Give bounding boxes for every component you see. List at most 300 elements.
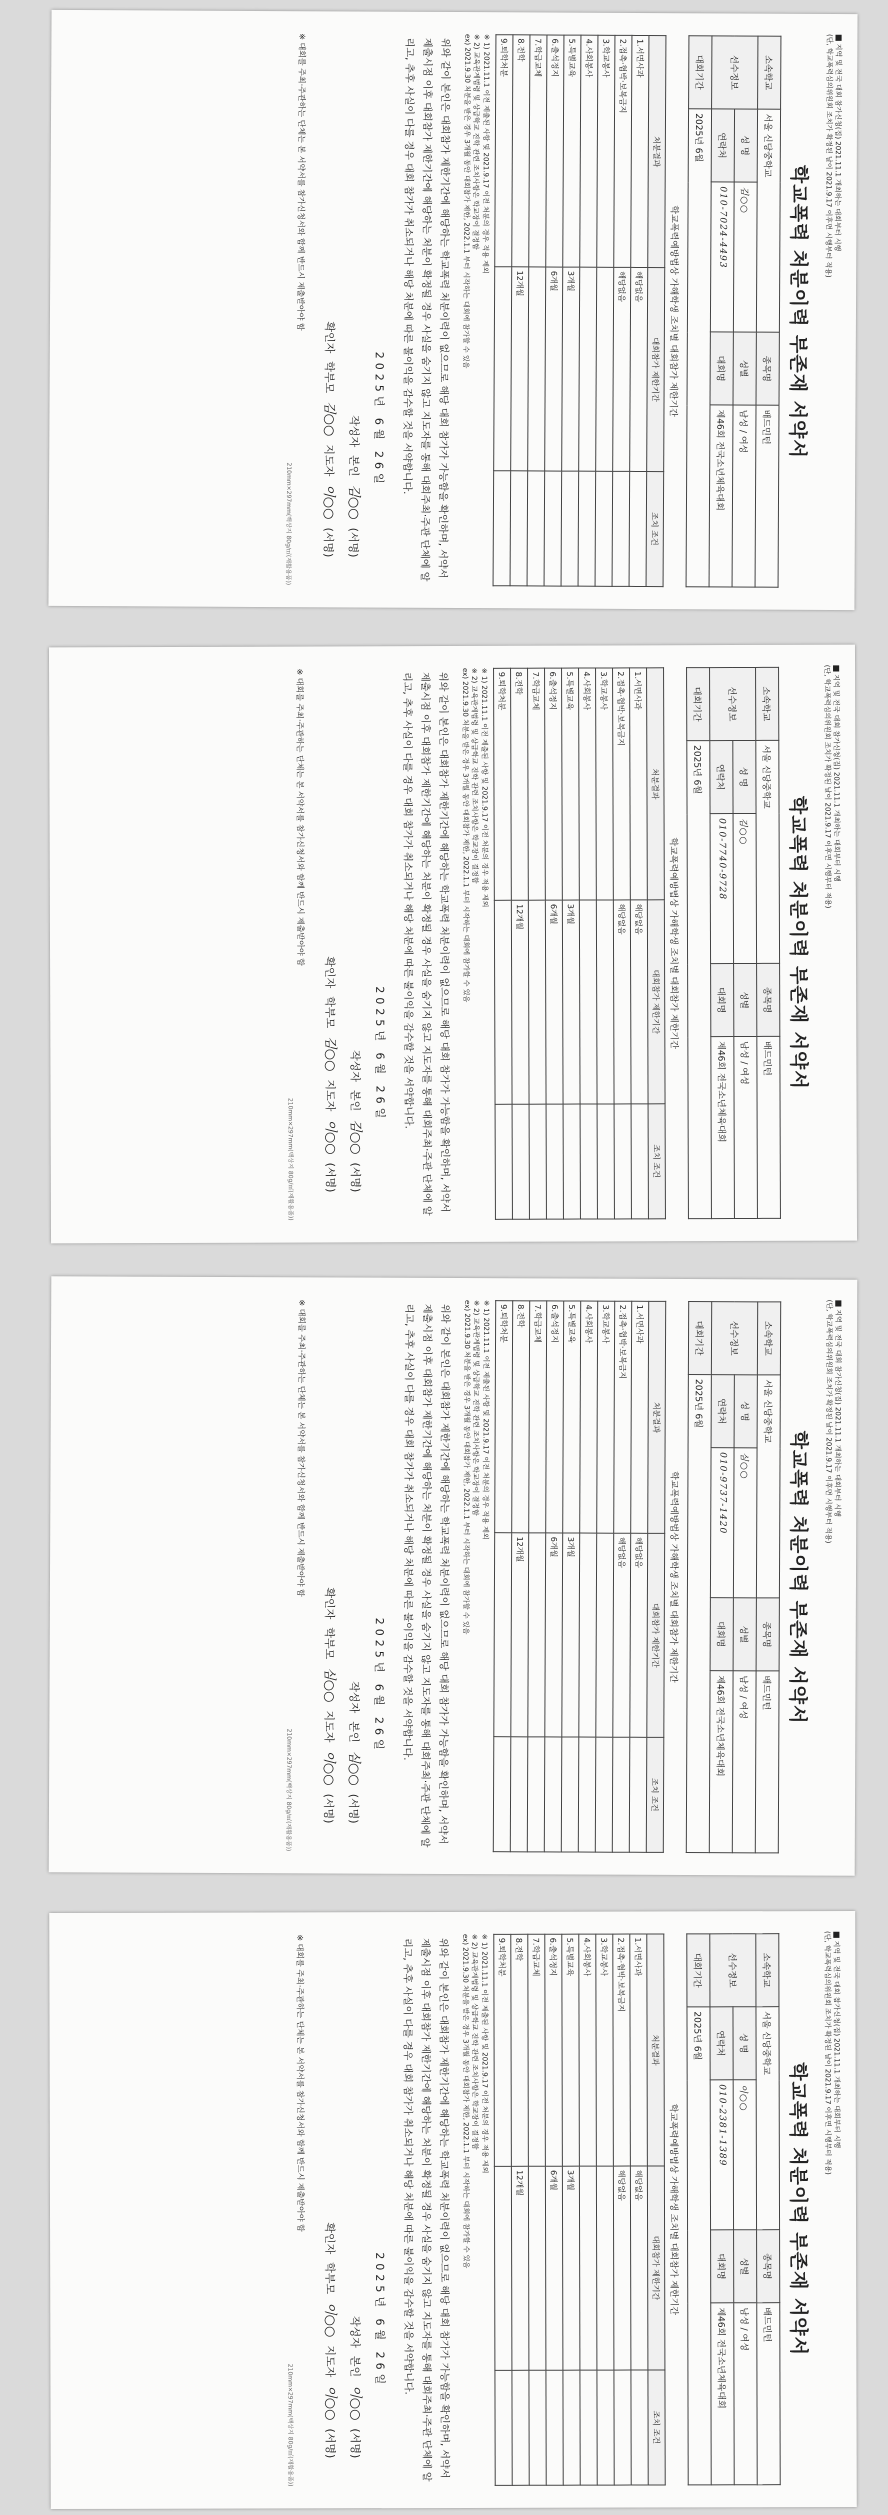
measure-cond xyxy=(544,1737,562,1852)
sign-suffix: (서명) xyxy=(322,1793,336,1824)
pledge-sheet xyxy=(49,1276,858,1876)
date-line xyxy=(371,22,389,488)
label-gender: 성별 xyxy=(733,964,756,1037)
measure-name: 7.학급교체 xyxy=(527,1934,545,2166)
measure-name: 6.출석정지 xyxy=(545,35,563,267)
measure-restrict: 해당없음 xyxy=(630,2166,648,2369)
player-info-table xyxy=(686,1933,780,2485)
date-day: 26일 xyxy=(372,1717,386,1754)
measure-restrict xyxy=(527,1533,545,1736)
measure-restrict xyxy=(578,1533,596,1736)
measure-restrict xyxy=(578,267,596,470)
measure-cond xyxy=(613,2370,630,2485)
measures-caption: 학교폭력예방법상 가해학생 조치별 대회참가 제한기간 xyxy=(666,205,679,417)
measure-cond xyxy=(614,1104,631,1219)
measure-row xyxy=(578,668,597,1219)
label-name: 성 명 xyxy=(732,2007,755,2080)
role-self: 본인 xyxy=(348,2355,362,2378)
measure-restrict: 12개월 xyxy=(510,1533,528,1736)
label-period: 대회기간 xyxy=(686,1934,709,2007)
date-month: 6월 xyxy=(373,1052,387,1079)
label-school: 소속학교 xyxy=(757,1302,780,1375)
date-line xyxy=(371,656,389,1122)
measure-name: 2.접촉·협박·보복금지 xyxy=(613,35,631,267)
coach-signature: 이○○ xyxy=(321,484,337,520)
note-example: ex) 2021.9.30 처분을 받은 경우 3개월 동안 대회참가 제한, 2022.1.1 부터 시작하는 대회에 참가할 수 있음 xyxy=(461,1300,471,1635)
footer-note: ※ 대회를 주최·주관하는 단체는 본 서약서를 참가신청서와 함께 반드시 제출받아야 함 xyxy=(295,1934,306,2232)
school-value: 서울 신당중학교 xyxy=(756,109,780,332)
note-2: ※ 2) 교육관계법령 및 상급학교 진학 관련 조치사항은 학교장이 결정함 xyxy=(471,34,481,250)
sign-suffix: (서명) xyxy=(348,2428,362,2459)
player-info-table xyxy=(686,667,781,1219)
measure-row xyxy=(595,1301,614,1852)
role-coach: 지도자 xyxy=(323,2345,337,2378)
measure-row xyxy=(578,1301,597,1852)
role-coach: 지도자 xyxy=(323,1079,337,1112)
form-title: 학교폭력 처분이력 부존재 서약서 xyxy=(785,164,810,459)
note-example: ex) 2021.9.30 처분을 받은 경우 3개월 동안 대회참가 제한, 2022.1.1 부터 시작하는 대회에 참가할 수 있음 xyxy=(460,667,470,1003)
measure-cond xyxy=(578,471,596,586)
gender-value: 남성 / 여성 xyxy=(733,2303,756,2485)
tournament-value: 제46회 전국소년체육대회 xyxy=(710,1037,734,1219)
measure-restrict: 6개월 xyxy=(544,1533,562,1736)
label-school: 소속학교 xyxy=(757,36,780,109)
parent-signature: 심○○ xyxy=(321,1667,337,1703)
measure-name: 8.전학 xyxy=(511,35,529,267)
measure-cond xyxy=(529,1104,546,1219)
measure-restrict: 해당없음 xyxy=(613,2166,631,2369)
player-info-table xyxy=(685,1301,780,1853)
measure-row xyxy=(629,1301,648,1852)
label-name: 성 명 xyxy=(734,1375,757,1448)
confirm-label: 확인자 xyxy=(323,956,337,989)
parent-signature: 이○○ xyxy=(322,2302,338,2338)
measure-row xyxy=(629,1934,647,2485)
role-parent: 학부모 xyxy=(323,2262,337,2295)
measure-name: 8.전학 xyxy=(510,668,528,900)
gender-value: 남성 / 여성 xyxy=(733,1037,757,1219)
measure-cond xyxy=(510,470,528,585)
measure-restrict: 해당없음 xyxy=(629,268,647,471)
measure-restrict: 해당없음 xyxy=(613,900,631,1103)
notes xyxy=(459,1934,489,2486)
name-value: 김○○ xyxy=(733,813,757,963)
note-1: ※ 1) 2021.11.1 이전 제출된 사항 및 2021.9.17 이전 처분의 경우 적용 제외 xyxy=(479,1933,489,2174)
note-2: ※ 2) 교육관계법령 및 상급학교 진학 관련 조치사항은 학교장이 결정함 xyxy=(470,1933,479,2150)
measure-cond xyxy=(546,1104,563,1219)
measures-caption: 학교폭력예방법상 가해학생 조치별 대회참가 제한기간 xyxy=(667,1471,678,1683)
measure-cond xyxy=(578,1737,596,1852)
measure-restrict: 해당없음 xyxy=(630,900,648,1103)
measures-table xyxy=(492,1300,665,1853)
header-rule-text: 지역 및 전국 대회 참가신청(집) 2021.11.1 개최하는 대회부터 시행 xyxy=(833,43,843,252)
measure-name: 2.접촉·협박·보복금지 xyxy=(612,1934,630,2166)
note-1: ※ 1) 2021.11.1 이전 제출된 사항 및 2021.9.17 이전 처분의 경우 적용 제외 xyxy=(479,667,489,908)
label-tournament: 대회명 xyxy=(710,332,733,405)
period-value: 2025년 6월 xyxy=(686,741,711,1219)
label-tournament: 대회명 xyxy=(710,1598,733,1671)
school-value: 서울 신당중학교 xyxy=(756,1375,780,1598)
measure-name: 3.학교봉사 xyxy=(595,1934,613,2166)
measure-name: 4.사회봉사 xyxy=(578,1934,596,2166)
measure-name: 5.특별교육 xyxy=(562,35,580,267)
label-contact: 연락처 xyxy=(709,741,732,814)
measure-row xyxy=(544,1934,562,2485)
measure-name: 2.접촉·협박·보복금지 xyxy=(612,668,630,900)
col-cond: 조치 조건 xyxy=(647,2370,664,2485)
note-1: ※ 1) 2021.11.1 이전 제출된 사항 및 2021.9.17 이전 처분의 경우 적용 제외 xyxy=(480,34,490,274)
measure-row xyxy=(561,1301,580,1852)
label-period: 대회기간 xyxy=(688,1302,711,1375)
role-parent: 학부모 xyxy=(322,361,336,394)
confirm-line xyxy=(321,1287,342,1823)
pledge-form xyxy=(58,20,847,600)
measure-row xyxy=(544,1301,563,1852)
measure-restrict: 6개월 xyxy=(545,2167,563,2370)
measure-restrict: 12개월 xyxy=(511,901,529,1104)
measure-row xyxy=(510,1934,528,2485)
measure-cond xyxy=(494,2370,511,2485)
sign-line xyxy=(346,1922,366,2458)
measure-name: 5.특별교육 xyxy=(561,1934,579,2166)
form-title: 학교폭력 처분이력 부존재 서약서 xyxy=(785,1430,810,1725)
header-rule-sub: (단, 학교폭력심의위원회 조치가 확정된 날이 2021.9.17 이후면 시행부터 적용) xyxy=(822,1931,832,2175)
role-self: 본인 xyxy=(347,1721,361,1743)
date-day: 26일 xyxy=(373,2351,387,2389)
measure-name: 8.전학 xyxy=(511,1301,529,1533)
col-measure: 처분결과 xyxy=(646,668,664,900)
measure-name: 6.출석정지 xyxy=(544,1934,562,2166)
measure-restrict xyxy=(595,1533,613,1736)
header-rule-sub: (단, 학교폭력심의위원회 조치가 확정된 날이 2021.9.17 이후면 시행부터 적용) xyxy=(822,664,832,909)
confirm-line xyxy=(321,656,342,1192)
measure-row xyxy=(612,1301,631,1852)
measure-restrict xyxy=(493,267,511,470)
role-coach: 지도자 xyxy=(322,444,336,477)
measure-name: 2.접촉·협박·보복금지 xyxy=(613,1301,631,1533)
date-day: 26일 xyxy=(372,450,386,488)
col-restrict: 대회참가 제한기간 xyxy=(646,1534,664,1737)
pledge-sheet xyxy=(49,1911,857,2509)
gender-value: 남성 / 여성 xyxy=(732,405,756,587)
label-player: 선수정보 xyxy=(709,667,755,740)
paper-size: 210mm×297mm(백상지 80g/㎡(재활용품)) xyxy=(284,462,293,586)
footer-note: ※ 대회를 주최·주관하는 단체는 본 서약서를 참가신청서와 함께 반드시 제출받아야 함 xyxy=(296,33,307,331)
school-value: 서울 신당중학교 xyxy=(755,740,779,963)
name-value: 심○○ xyxy=(733,1448,757,1598)
label-player: 선수정보 xyxy=(709,1934,755,2007)
measure-restrict: 6개월 xyxy=(545,900,563,1103)
col-cond: 조치 조건 xyxy=(646,471,664,586)
measure-restrict xyxy=(493,1533,511,1736)
note-example: ex) 2021.9.30 처분을 받은 경우 3개월 동안 대회참가 제한, 2022.1.1 부터 시작하는 대회에 참가할 수 있음 xyxy=(461,34,472,369)
measure-row xyxy=(510,1301,529,1852)
measure-name: 7.학급교체 xyxy=(528,35,546,267)
sign-suffix: (서명) xyxy=(347,1793,361,1824)
measure-cond xyxy=(612,1737,630,1852)
measure-cond xyxy=(495,1104,512,1219)
measure-row xyxy=(595,1934,613,2485)
measure-cond xyxy=(527,1736,545,1851)
measure-cond xyxy=(595,471,613,586)
measure-name: 3.학교봉사 xyxy=(595,668,613,900)
col-measure: 처분결과 xyxy=(647,1301,665,1533)
period-value: 2025년 6월 xyxy=(686,2007,710,2485)
self-signature: 김○○ xyxy=(346,484,362,520)
measure-name: 9.퇴학처분 xyxy=(494,35,512,267)
measure-restrict xyxy=(579,900,597,1103)
col-measure: 처분결과 xyxy=(646,1934,664,2166)
measure-cond xyxy=(545,2370,562,2485)
col-cond: 조치 조건 xyxy=(648,1103,665,1218)
measure-cond xyxy=(580,1104,597,1219)
label-school: 소속학교 xyxy=(755,667,778,740)
measure-name: 5.특별교육 xyxy=(561,668,579,900)
sign-suffix: (서명) xyxy=(323,1162,338,1193)
measure-row xyxy=(493,35,513,586)
name-value: 이○○ xyxy=(733,2080,756,2230)
label-gender: 성별 xyxy=(733,2230,756,2303)
label-event: 종목명 xyxy=(756,1598,779,1671)
measure-restrict xyxy=(527,267,545,470)
measure-name: 1.서면사과 xyxy=(630,35,648,267)
label-event: 종목명 xyxy=(756,964,779,1037)
measure-restrict: 3개월 xyxy=(561,267,579,470)
measure-restrict: 해당없음 xyxy=(612,1534,630,1737)
notes xyxy=(459,34,490,586)
name-value: 김○○ xyxy=(733,182,757,332)
pledge-form xyxy=(59,1921,847,2499)
label-contact: 연락처 xyxy=(711,1375,734,1448)
label-player: 선수정보 xyxy=(711,36,757,109)
role-parent: 학부모 xyxy=(322,1627,336,1660)
label-contact: 연락처 xyxy=(711,109,734,182)
measures-table xyxy=(492,34,666,587)
coach-signature: 이○○ xyxy=(322,2385,338,2421)
sign-line xyxy=(346,656,367,1192)
measure-cond xyxy=(579,2370,596,2485)
measure-cond xyxy=(631,1103,648,1218)
measure-row xyxy=(527,35,547,586)
measure-restrict: 3개월 xyxy=(561,1533,579,1736)
measure-name: 1.서면사과 xyxy=(629,668,647,900)
header-rule-text: 지역 및 전국 대회 참가신청(집) 2021.11.1 개최하는 대회부터 시행 xyxy=(833,1309,843,1517)
header-rule-text: 지역 및 전국 대회 참가신청(집) 2021.11.1 개최하는 대회부터 시행 xyxy=(832,674,841,882)
measure-cond xyxy=(561,471,579,586)
sign-suffix: (서명) xyxy=(321,527,336,558)
measures-table xyxy=(493,1933,665,2485)
header-rule: ■지역 및 전국 대회 참가신청(집) 2021.11.1 개최하는 대회부터 시행 (단, 학교폭력심의위원회 조치가 확정된 날이 2021.9.17 이후면 시행부터 적용) xyxy=(822,664,842,909)
sign-label: 작성자 xyxy=(347,1681,361,1714)
role-coach: 지도자 xyxy=(322,1710,336,1743)
measure-cond xyxy=(563,1104,580,1219)
pledge-form xyxy=(59,1286,848,1865)
measure-cond xyxy=(595,1737,613,1852)
measure-row xyxy=(544,668,563,1219)
col-restrict: 대회참가 제한기간 xyxy=(647,2166,665,2369)
measure-restrict: 12개월 xyxy=(510,267,528,470)
period-value: 2025년 6월 xyxy=(686,1375,711,1853)
measure-row xyxy=(578,1934,596,2485)
form-title: 학교폭력 처분이력 부존재 서약서 xyxy=(786,2062,809,2357)
measure-restrict xyxy=(528,901,546,1104)
measure-cond xyxy=(562,2370,579,2485)
measure-cond xyxy=(510,1736,528,1851)
measure-restrict: 12개월 xyxy=(511,2167,529,2370)
measure-row xyxy=(493,668,512,1219)
measure-cond xyxy=(511,2370,528,2485)
label-contact: 연락처 xyxy=(709,2007,732,2080)
paper-size: 210mm×297mm(백상지 80g/㎡(재활용품)) xyxy=(286,2363,294,2487)
measure-row xyxy=(561,668,580,1219)
footer-note: ※ 대회를 주최·주관하는 단체는 본 서약서를 참가신청서와 함께 반드시 제출받아야 함 xyxy=(296,1299,307,1597)
measure-restrict: 해당없음 xyxy=(612,268,630,471)
measure-cond xyxy=(493,1736,511,1851)
measure-cond xyxy=(629,1737,647,1852)
sign-suffix: (서명) xyxy=(348,1162,363,1193)
coach-signature: 이○○ xyxy=(321,1750,337,1786)
measure-row xyxy=(527,1301,546,1852)
measure-name: 9.퇴학처분 xyxy=(493,668,511,900)
measure-name: 4.사회봉사 xyxy=(578,668,596,900)
label-tournament: 대회명 xyxy=(710,964,733,1037)
measure-name: 7.학급교체 xyxy=(528,1301,546,1533)
event-value: 배드민턴 xyxy=(756,1037,780,1219)
self-signature: 심○○ xyxy=(346,1750,362,1786)
measure-cond xyxy=(597,1104,614,1219)
sign-label: 작성자 xyxy=(348,1050,362,1083)
label-name: 성 명 xyxy=(734,109,757,182)
date-year: 2025년 xyxy=(373,2252,387,2311)
header-rule-text: 지역 및 전국 대회 참가신청(집) 2021.11.1 개최하는 대회부터 시행 xyxy=(832,1940,841,2149)
measure-name: 6.출석정지 xyxy=(544,668,562,900)
tournament-value: 제46회 전국소년체육대회 xyxy=(709,405,733,587)
pledge-text: 위와 같이 본인은 대회참가 제한기간에 해당하는 학교폭력 처분이력이 없으므로 해당 대회 참가가 가능함을 확인하며, 서약서 제출시점 이후 대회참가 제한기간에 해당하는 처분이 확정될 경우 사실을 숨기지 않고 지도자를 통해 대회주최·주관 단체에 알리고, 추후 사실이 다를 경우 대회 참가가 취소되거나 해당 처분에 따른 불이익을 감수할 것을 서약합니다. xyxy=(401,1938,450,2482)
pledge-sheet xyxy=(49,645,857,1244)
measure-restrict xyxy=(596,900,614,1103)
measure-name: 1.서면사과 xyxy=(629,1934,647,2166)
label-period: 대회기간 xyxy=(686,668,709,741)
school-value: 서울 신당중학교 xyxy=(755,2007,779,2230)
form-title: 학교폭력 처분이력 부존재 서약서 xyxy=(786,795,810,1090)
role-self: 본인 xyxy=(348,1089,362,1112)
event-value: 배드민턴 xyxy=(756,2303,779,2485)
date-month: 6월 xyxy=(372,1683,386,1710)
header-rule-sub: (단, 학교폭력심의위원회 조치가 확정된 날이 2021.9.17 이후면 시행부터 적용) xyxy=(823,33,834,278)
label-event: 종목명 xyxy=(756,2230,779,2303)
measure-restrict: 3개월 xyxy=(562,2166,580,2369)
measures-table xyxy=(493,667,666,1220)
note-1: ※ 1) 2021.11.1 이전 제출된 사항 및 2021.9.17 이전 처분의 경우 적용 제외 xyxy=(480,1300,490,1540)
measure-restrict xyxy=(528,2167,546,2370)
label-gender: 성별 xyxy=(733,1598,756,1671)
measure-name: 7.학급교체 xyxy=(527,668,545,900)
measure-row xyxy=(493,1934,511,2485)
pledge-text: 위와 같이 본인은 대회참가 제한기간에 해당하는 학교폭력 처분이력이 없으므로 해당 대회 참가가 가능함을 확인하며, 서약서 제출시점 이후 대회참가 제한기간에 해당하는 처분이 확정될 경우 사실을 숨기지 않고 지도자를 통해 대회주최·주관 단체에 알리고, 추후 사실이 다를 경우 대회 참가가 취소되거나 해당 처분에 따른 불이익을 감수할 것을 서약합니다. xyxy=(401,37,451,582)
footer-note: ※ 대회를 주최·주관하는 단체는 본 서약서를 참가신청서와 함께 반드시 제출받아야 함 xyxy=(295,668,306,966)
gender-value: 남성 / 여성 xyxy=(732,1671,756,1853)
contact-value: 010-7024-4493 xyxy=(710,182,734,332)
measure-cond xyxy=(527,471,545,586)
measure-restrict: 6개월 xyxy=(544,267,562,470)
measures-caption: 학교폭력예방법상 가해학생 조치별 대회참가 제한기간 xyxy=(667,2103,678,2316)
measure-name: 6.출석정지 xyxy=(545,1301,563,1533)
measure-row xyxy=(612,1934,630,2485)
sign-line xyxy=(346,21,368,557)
measure-name: 3.학교봉사 xyxy=(596,1301,614,1533)
label-tournament: 대회명 xyxy=(710,2230,733,2303)
header-rule: ■지역 및 전국 대회 참가신청(집) 2021.11.1 개최하는 대회부터 시행 (단, 학교폭력심의위원회 조치가 확정된 날이 2021.9.17 이후면 시행부터 적용) xyxy=(823,1299,844,1544)
role-parent: 학부모 xyxy=(323,996,337,1029)
period-value: 2025년 6월 xyxy=(686,109,712,587)
note-2: ※ 2) 교육관계법령 및 상급학교 진학 관련 조치사항은 학교장이 결정함 xyxy=(470,667,479,884)
measure-row xyxy=(595,668,614,1219)
event-value: 배드민턴 xyxy=(755,1671,779,1853)
measure-name: 5.특별교육 xyxy=(562,1301,580,1533)
measure-row xyxy=(629,35,649,586)
measure-cond xyxy=(629,471,647,586)
confirm-line xyxy=(321,21,343,557)
label-player: 선수정보 xyxy=(711,1302,757,1375)
measure-restrict xyxy=(595,268,613,471)
date-month: 6월 xyxy=(372,417,386,444)
measure-row xyxy=(595,35,615,586)
date-line xyxy=(371,1288,389,1754)
measure-row xyxy=(510,668,529,1219)
date-month: 6월 xyxy=(373,2318,387,2345)
event-value: 배드민턴 xyxy=(755,405,779,587)
sign-label: 작성자 xyxy=(348,2315,362,2348)
measure-name: 8.전학 xyxy=(510,1934,528,2166)
measure-cond xyxy=(630,2370,647,2485)
measure-cond xyxy=(493,470,511,585)
pledge-text: 위와 같이 본인은 대회참가 제한기간에 해당하는 학교폭력 처분이력이 없으므로 해당 대회 참가가 가능함을 확인하며, 서약서 제출시점 이후 대회참가 제한기간에 해당하는 처분이 확정될 경우 사실을 숨기지 않고 지도자를 통해 대회주최·주관 단체에 알리고, 추후 사실이 다를 경우 대회 참가가 취소되거나 해당 처분에 따른 불이익을 감수할 것을 서약합니다. xyxy=(401,672,451,1216)
measure-row xyxy=(544,35,564,586)
pledge-sheet xyxy=(48,10,857,610)
date-year: 2025년 xyxy=(372,351,386,411)
measures-caption: 학교폭력예방법상 가해학생 조치별 대회참가 제한기간 xyxy=(667,837,678,1049)
col-restrict: 대회참가 제한기간 xyxy=(647,900,665,1103)
col-measure: 처분결과 xyxy=(647,36,665,268)
measure-name: 4.사회봉사 xyxy=(579,1301,597,1533)
label-name: 성 명 xyxy=(732,740,755,813)
col-restrict: 대회참가 제한기간 xyxy=(646,268,664,471)
measure-row xyxy=(578,35,598,586)
confirm-label: 확인자 xyxy=(323,2222,337,2255)
measure-row xyxy=(493,1301,512,1852)
note-example: ex) 2021.9.30 처분을 받은 경우 3개월 동안 대회참가 제한, 2022.1.1 부터 시작하는 대회에 참가할 수 있음 xyxy=(460,1933,470,2269)
sign-label: 작성자 xyxy=(347,415,361,448)
tournament-value: 제46회 전국소년체육대회 xyxy=(710,2303,733,2485)
measure-name: 4.사회봉사 xyxy=(579,35,597,267)
measure-cond xyxy=(612,471,630,586)
paper-size: 210mm×297mm(백상지 80g/㎡(재활용품)) xyxy=(285,1728,293,1852)
contact-value: 010-7740-9728 xyxy=(710,814,734,964)
measure-cond xyxy=(528,2370,545,2485)
measure-row xyxy=(510,35,530,586)
sign-suffix: (서명) xyxy=(346,527,361,558)
measure-restrict xyxy=(579,2166,597,2369)
sign-suffix: (서명) xyxy=(323,2428,337,2459)
measure-row xyxy=(561,1934,579,2485)
role-self: 본인 xyxy=(347,455,361,477)
header-rule: ■지역 및 전국 대회 참가신청(집) 2021.11.1 개최하는 대회부터 시행 (단, 학교폭력심의위원회 조치가 확정된 날이 2021.9.17 이후면 시행부터 적용) xyxy=(822,1930,842,2175)
confirm-label: 확인자 xyxy=(322,321,337,354)
self-signature: 이○○ xyxy=(347,2385,363,2421)
notes xyxy=(459,668,489,1220)
note-2: ※ 2) 교육관계법령 및 상급학교 진학 관련 조치사항은 학교장이 결정함 xyxy=(471,1300,481,1516)
measure-cond xyxy=(512,1104,529,1219)
